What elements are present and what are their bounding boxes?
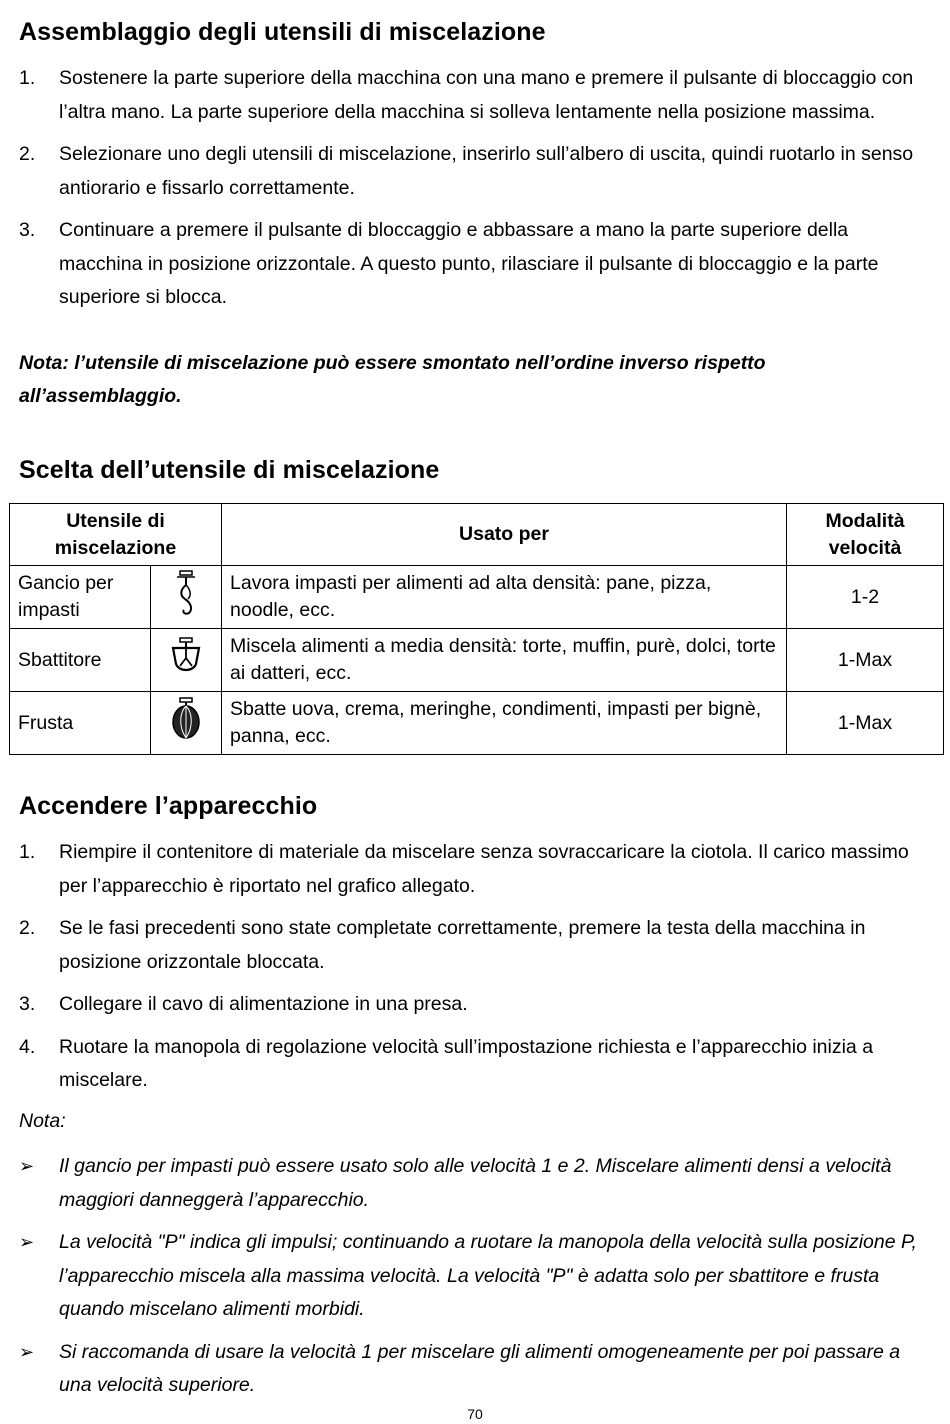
header-use: Usato per	[222, 504, 787, 566]
list-item: 1. Sostenere la parte superiore della macchina con una mano e premere il pulsante di bloccaggio con l’altra mano. La parte superiore della macchina si solleva lentamente nella posizione massima.	[19, 67, 914, 123]
flat-beater-icon	[151, 629, 222, 692]
arrow-bullet-icon: ➢	[19, 1156, 35, 1176]
tool-choice-heading: Scelta dell’utensile di miscelazione	[19, 456, 440, 484]
list-item: 2. Se le fasi precedenti sono state completate correttamente, premere la testa della macchina in posizione orizzontale bloccata.	[19, 917, 866, 973]
list-item: ➢ La velocità "P" indica gli impulsi; continuando a ruotare la manopola della velocità sulla posizione P, l’apparecchio miscela alla massima velocità. La velocità "P" è adatta solo per sbattitore e frusta quando miscelano alimenti morbidi.	[19, 1226, 934, 1327]
tool-name: Sbattitore	[10, 629, 151, 692]
tool-use: Lavora impasti per alimenti ad alta densità: pane, pizza, noodle, ecc.	[222, 566, 787, 629]
switch-on-steps	[19, 836, 934, 1107]
list-item: 3. Collegare il cavo di alimentazione in una presa.	[19, 993, 468, 1015]
table-row	[10, 629, 944, 692]
note-label: Nota:	[19, 1110, 66, 1132]
tool-speed: 1-2	[787, 566, 944, 629]
assembly-steps	[19, 62, 934, 324]
arrow-bullet-icon: ➢	[19, 1232, 35, 1252]
tool-speed: 1-Max	[787, 692, 944, 755]
list-item: ➢ Il gancio per impasti può essere usato solo alle velocità 1 e 2. Miscelare alimenti densi a velocità maggiori danneggerà l’apparecchio.	[19, 1150, 934, 1217]
header-tool: Utensile di miscelazione	[10, 504, 222, 566]
table-row	[10, 692, 944, 755]
list-item: 4. Ruotare la manopola di regolazione velocità sull’impostazione richiesta e l’apparecchio inizia a miscelare.	[19, 1035, 874, 1091]
tool-name: Frusta	[10, 692, 151, 755]
list-item: 3. Continuare a premere il pulsante di bloccaggio e abbassare a mano la parte superiore della macchina in posizione orizzontale. A questo punto, rilasciare il pulsante di bloccaggio e la parte superiore si blocca.	[19, 219, 879, 308]
list-item: ➢ Si raccomanda di usare la velocità 1 per miscelare gli alimenti omogeneamente per poi passare a una velocità superiore.	[19, 1336, 934, 1403]
assembly-note: Nota: l’utensile di miscelazione può essere smontato nell’ordine inverso rispetto all’assemblaggio.	[19, 352, 766, 407]
list-item: 1. Riempire il contenitore di materiale da miscelare senza sovraccaricare la ciotola. Il carico massimo per l’apparecchio è riportato nel grafico allegato.	[19, 841, 909, 897]
table-row	[10, 566, 944, 629]
tool-use: Miscela alimenti a media densità: torte, muffin, purè, dolci, torte ai datteri, ecc.	[222, 629, 787, 692]
tool-name: Gancio per impasti	[10, 566, 151, 629]
arrow-bullet-icon: ➢	[19, 1341, 35, 1362]
table-header-row	[10, 504, 944, 566]
list-item: 2. Selezionare uno degli utensili di miscelazione, inserirlo sull’albero di uscita, quindi ruotarlo in senso antiorario e fissarlo correttamente.	[19, 143, 914, 199]
tool-use: Sbatte uova, crema, meringhe, condimenti, impasti per bignè, panna, ecc.	[222, 692, 787, 755]
tools-table	[9, 503, 944, 755]
note-bullets	[19, 1150, 934, 1412]
tool-speed: 1-Max	[787, 629, 944, 692]
switch-on-heading: Accendere l’apparecchio	[19, 792, 318, 820]
page-number: 70	[467, 1406, 483, 1422]
header-speed: Modalità velocità	[787, 504, 944, 566]
assembly-heading: Assemblaggio degli utensili di miscelazione	[19, 18, 546, 46]
dough-hook-icon	[151, 566, 222, 629]
whisk-icon	[151, 692, 222, 755]
